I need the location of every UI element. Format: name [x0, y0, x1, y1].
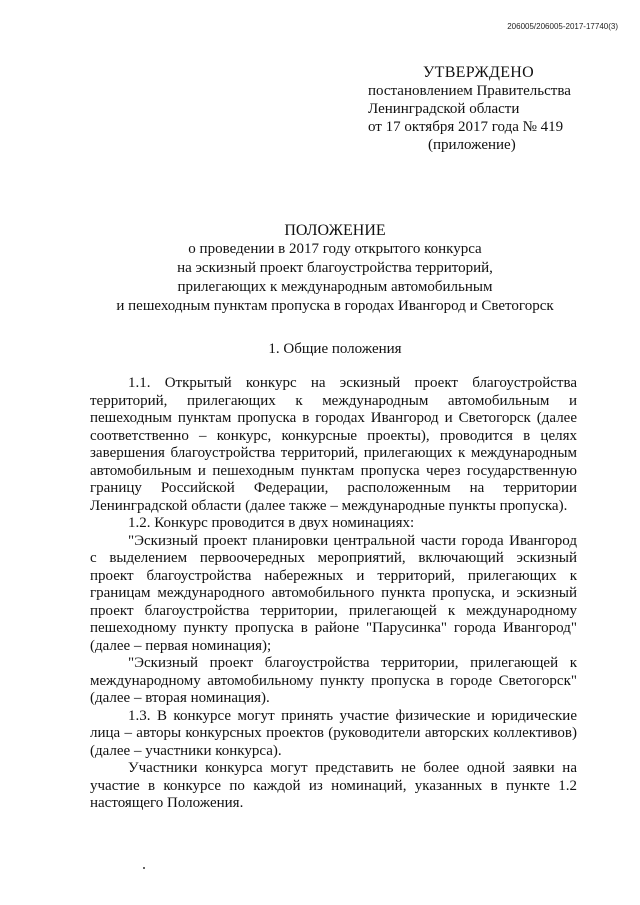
document-title-block — [90, 221, 580, 316]
title-line: прилегающих к международным автомобильным — [177, 279, 493, 295]
paragraph-nomination-2: "Эскизный проект благоустройства территории, прилегающей к международному автомобильному пункту пропуска в городе Светогорск" (далее – вторая номинация). — [90, 655, 577, 706]
title-line: на эскизный проект благоустройства территорий, — [177, 260, 493, 276]
document-body — [90, 375, 577, 813]
approval-appendix-line: (приложение) — [428, 137, 516, 153]
approval-line: постановлением Правительства — [368, 83, 571, 99]
title-line: и пешеходным пунктам пропуска в городах Ивангород и Светогорск — [116, 298, 554, 314]
approval-heading: УТВЕРЖДЕНО — [423, 64, 535, 81]
section-heading: 1. Общие положения — [268, 341, 402, 357]
title-line: о проведении в 2017 году открытого конкурса — [188, 241, 482, 257]
approval-date-line: от 17 октября 2017 года № 419 — [368, 119, 564, 135]
document-title: ПОЛОЖЕНИЕ — [284, 222, 386, 239]
approval-block — [368, 64, 618, 154]
paragraph-nomination-1: "Эскизный проект планировки центральной части города Ивангород с выделением первоочередных мероприятий, включающий эскизный проект благоустройства набережных и территорий, прилегающих к границам международного автомобильного пункта пропуска, и эскизный проект благоустройства территории, прилегающей к международному пешеходному пункту пропуска в районе "Парусинка" города Ивангород" (далее – первая номинация); — [90, 532, 577, 654]
paragraph-1-1: 1.1. Открытый конкурс на эскизный проект благоустройства территорий, прилегающих к международным автомобильным и пешеходным пунктам пропуска в городах Ивангород и Светогорск (далее соответственно – конкурс, конкурсные проекты), проводится в целях завершения благоустройства территорий, прилегающих к международным автомобильным и пешеходным пунктам пропуска через государственную границу Российской Федерации, расположенным на территории Ленинградской области (далее также – международные пункты пропуска). — [90, 375, 577, 514]
scan-speck — [143, 867, 145, 869]
paragraph-1-2: 1.2. Конкурс проводится в двух номинациях: — [128, 515, 415, 531]
paragraph-1-3: 1.3. В конкурсе могут принять участие физические и юридические лица – авторы конкурсных проектов (руководители авторских коллективов) (далее – участники конкурса). — [90, 707, 577, 759]
approval-line: Ленинградской области — [368, 101, 520, 117]
paragraph-participants: Участники конкурса могут представить не более одной заявки на участие в конкурсе по каждой из номинаций, указанных в пункте 1.2 настоящего Положения. — [90, 760, 577, 811]
document-id: 206005/206005-2017-17740(3) — [507, 22, 618, 31]
